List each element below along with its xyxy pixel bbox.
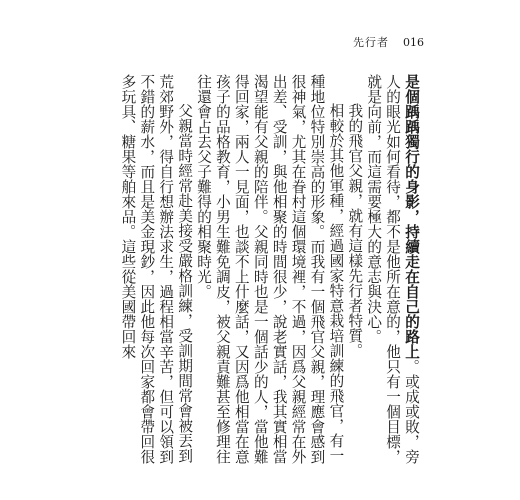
paragraph-text: 。或成或敗，旁人的眼光如何看待，都不是他所在意的，他只有一個目標，就是向前，而這需要極大的意志與決心。: [365, 74, 420, 464]
running-title: 先行者: [353, 36, 389, 49]
running-header: [353, 34, 424, 50]
paragraph: 相較於其他軍種，經過國家特意栽培訓練的飛官，有一種地位特別崇高的形象。而我有一個飛官父親，理應會感到很神氣，尤其在眷村這個環境裡，不過，因爲父親經常在外出差、受訓，與他相聚的時間很少，說老實話，我其實相當渴望能有父親的陪伴。父親同時也是一個話少的人，當他難得回家，兩人一見面，也談不上什麼話，又因爲他相當在意孩子的品格教育，小男生難免調皮，被父親責難甚至修理往往還會占去父子難得的相聚時光。: [195, 74, 345, 464]
page-number: 016: [403, 36, 424, 49]
paragraph: 父親當時經常赴美接受嚴格訓練，受訓期間常會被丟到荒郊野外，得自行想辦法求生，過程相當辛苦，但可以領到不錯的薪水，而且是美金現鈔，因此他每次回家都會帶回很多玩具、糖果等舶來品。這些從美國帶回來: [119, 74, 194, 464]
paragraph-continued: [363, 74, 420, 464]
bold-lead-text: 是個踽踽獨行的身影，持續走在自己的路上: [403, 74, 420, 359]
paragraph: 我的飛官父親，就有這樣先行者特質。: [346, 103, 364, 359]
body-text: [118, 74, 421, 464]
